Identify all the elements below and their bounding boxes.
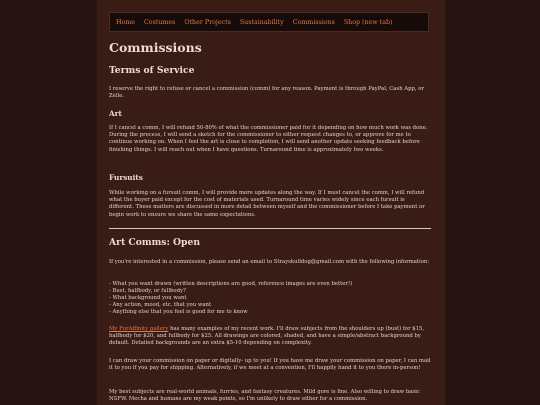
info-item-5: - Anything else that you feel is good for me to know <box>109 309 248 315</box>
open-intro: If you're interested in a commission, please send an email to Strayskulldog@gmail.com with the following information: <box>109 259 430 265</box>
subjects-text: My best subjects are real-world animals, furries, and fantasy creatures. Mild gore is fine. Also willing to draw basic NSFW. Mecha and humans are my weak points, so I'm unlikely to draw either for a commission. <box>109 389 420 403</box>
tos-text: I reserve the right to refuse or cancel a commission (comm) for any reason. Payment is through PayPal, Cash App, or Zelle. <box>109 86 424 100</box>
gallery-paragraph <box>109 326 431 348</box>
info-item-1: - What you want drawn (written descriptions are good, reference images are even better!) <box>109 281 353 287</box>
nav-shop[interactable]: Shop (new tab) <box>343 18 393 26</box>
tos-heading: Terms of Service <box>109 65 195 76</box>
section-divider <box>109 228 431 229</box>
gallery-link[interactable]: My FurAffinity gallery <box>109 326 169 332</box>
info-item-2: - Bust, halfbody, or fullbody? <box>109 288 186 294</box>
art-heading: Art <box>109 109 122 118</box>
art-text: If I cancel a comm, I will refund 50-80% of what the commissioner paid for it depending on how much work was done. During the process, I will send a sketch for the commissioner to either request changes to, or approve for me to continue working on. When I feel the art is close to completion, I will send another update seeking feedback before finishing things. I will reach out when I have questions. Turnaround time is approximately two weeks. <box>109 125 428 153</box>
info-item-3: - What background you want <box>109 295 187 301</box>
paper-text: I can draw your commission on paper or digitally- up to you! If you have me draw your commission on paper, I can mail it to you if you pay for shipping. Alternatively, if we meet at a convention, I'll happily hand it to you there in-person! <box>109 358 431 372</box>
nav-home[interactable]: Home <box>116 18 135 26</box>
nav-other-projects[interactable]: Other Projects <box>184 18 231 26</box>
nav-bar <box>109 12 429 32</box>
fursuits-heading: Fursuits <box>109 173 143 182</box>
open-heading: Art Comms: Open <box>109 237 201 248</box>
nav-sustainability[interactable]: Sustainability <box>239 18 284 26</box>
info-item-4: - Any action, mood, etc. that you want <box>109 302 212 308</box>
page-container <box>96 0 446 405</box>
nav-commissions[interactable]: Commissions <box>292 18 335 26</box>
fursuits-text: While working on a fursuit comm, I will provide more updates along the way. If I must cancel the comm, I will refund what the buyer paid except for the cost of materials used. Turnaround time varies widely since each fursuit is different. These matters are discussed in more detail between myself and the commissioner before I take payment or begin work to ensure we share the same expectations. <box>109 190 425 218</box>
gallery-text: has many examples of my recent work. I'll draw subjects from the shoulders up (bust) for $15, halfbody for $20, and fullbody for $25. All drawings are colored, shaded, and have a simple/abstract background by default. Detailed backgrounds are an extra $5-10 depending on complexity. <box>109 326 425 347</box>
nav-costumes[interactable]: Costumes <box>143 18 176 26</box>
page-title: Commissions <box>109 40 202 55</box>
